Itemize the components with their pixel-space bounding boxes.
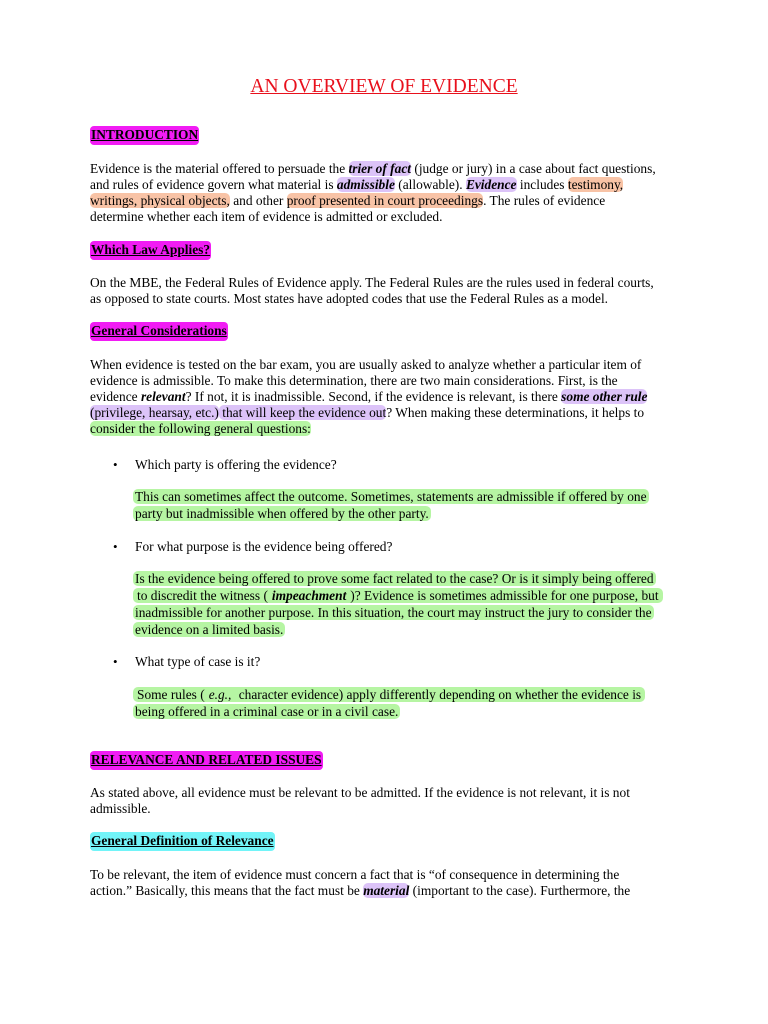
bullet-icon: • [113, 654, 118, 669]
general-line-3 [90, 389, 647, 405]
text: includes [516, 177, 568, 192]
text: party but inadmissible when offered by the other party. [135, 506, 429, 521]
text: and other [229, 193, 287, 208]
text: Evidence is the material offered to persuade the [90, 161, 349, 176]
text: being offered in a criminal case or in a civil case. [135, 704, 399, 719]
heading-introduction: INTRODUCTION [90, 126, 199, 145]
question-1: Which party is offering the evidence? [135, 457, 337, 472]
text: character evidence) apply differently depending on whether the evidence is [235, 687, 642, 702]
intro-line-3 [90, 193, 605, 209]
text: and rules of evidence govern what material is [90, 177, 337, 192]
text: ? If not, it is inadmissible. Second, if the evidence is relevant, is there [185, 389, 562, 404]
general-line-2: evidence is admissible. To make this determination, there are two main considerations. First, is the [90, 373, 618, 388]
highlight-writings: writings, physical objects, [90, 193, 230, 208]
answer-1-line [133, 488, 649, 505]
intro-line-2 [90, 177, 623, 193]
general-line-5 [90, 421, 311, 437]
subheading-general-definition: General Definition of Relevance [90, 832, 275, 851]
text: evidence [90, 389, 141, 404]
term-eg: e.g., [208, 687, 232, 702]
text: (judge or jury) in a case about fact questions, [411, 161, 656, 176]
term-admissible: admissible [336, 177, 395, 192]
bullet-icon: • [113, 457, 118, 472]
answer-2-line [133, 587, 663, 604]
intro-line-4: determine whether each item of evidence is admitted or excluded. [90, 209, 443, 224]
term-impeachment: impeachment [271, 588, 347, 603]
text: Is the evidence being offered to prove some fact related to the case? Or is it simply being offered [135, 571, 654, 586]
answer-1-line [133, 505, 649, 522]
text: inadmissible for another purpose. In this situation, the court may instruct the jury to consider the [135, 605, 652, 620]
law-line-2: as opposed to state courts. Most states have adopted codes that use the Federal Rules as a model. [90, 291, 609, 306]
text: (allowable). [394, 177, 466, 192]
answer-2 [133, 570, 663, 638]
heading-general-considerations: General Considerations [90, 322, 228, 341]
text: . The rules of evidence [483, 193, 606, 208]
question-2: For what purpose is the evidence being offered? [135, 539, 393, 554]
document-title: AN OVERVIEW OF EVIDENCE [250, 76, 518, 97]
answer-3 [133, 686, 645, 720]
intro-line-1 [90, 161, 656, 177]
text: This can sometimes affect the outcome. Sometimes, statements are admissible if offered by one [135, 489, 647, 504]
text: action.” Basically, this means that the fact must be [90, 883, 364, 898]
text [133, 588, 663, 603]
text [133, 687, 645, 702]
highlight-privilege-hearsay: (privilege, hearsay, etc.) [90, 405, 219, 420]
law-line-1: On the MBE, the Federal Rules of Evidence apply. The Federal Rules are the rules used in federal courts, [90, 275, 654, 290]
text: ? When making these determinations, it helps to [386, 405, 645, 420]
text: )? Evidence is sometimes admissible for one purpose, but [350, 588, 659, 603]
answer-3-line [133, 686, 645, 703]
highlight-proof: proof presented in court proceedings [286, 193, 484, 208]
answer-3-line [133, 703, 645, 720]
term-some-other-rule: some other rule [561, 389, 648, 404]
answer-2-line [133, 570, 663, 587]
general-line-1: When evidence is tested on the bar exam, you are usually asked to analyze whether a particular item of [90, 357, 642, 372]
text: to discredit the witness ( [137, 588, 268, 603]
bullet-icon: • [113, 539, 118, 554]
heading-which-law-applies: Which Law Applies? [90, 241, 211, 260]
relevance-line-4 [90, 883, 630, 899]
highlight-keep-out: that will keep the evidence out [218, 405, 387, 420]
text: evidence on a limited basis. [135, 622, 284, 637]
highlight-consider-questions: consider the following general questions: [90, 421, 311, 436]
relevance-line-3: To be relevant, the item of evidence must concern a fact that is “of consequence in determining the [90, 867, 620, 882]
answer-2-line [133, 621, 663, 638]
term-material: material [363, 883, 410, 898]
relevance-line-2: admissible. [90, 801, 151, 816]
highlight-testimony: testimony, [567, 177, 624, 192]
term-evidence: Evidence [465, 177, 517, 192]
term-trier-of-fact: trier of fact [348, 161, 412, 176]
question-3: What type of case is it? [135, 654, 261, 669]
answer-1 [133, 488, 649, 522]
general-line-4 [90, 405, 644, 421]
text: Some rules ( [137, 687, 205, 702]
text: (important to the case). Furthermore, the [409, 883, 631, 898]
term-relevant: relevant [140, 389, 186, 404]
heading-relevance: RELEVANCE AND RELATED ISSUES [90, 751, 323, 770]
answer-2-line [133, 604, 663, 621]
relevance-line-1: As stated above, all evidence must be relevant to be admitted. If the evidence is not relevant, it is not [90, 785, 630, 800]
